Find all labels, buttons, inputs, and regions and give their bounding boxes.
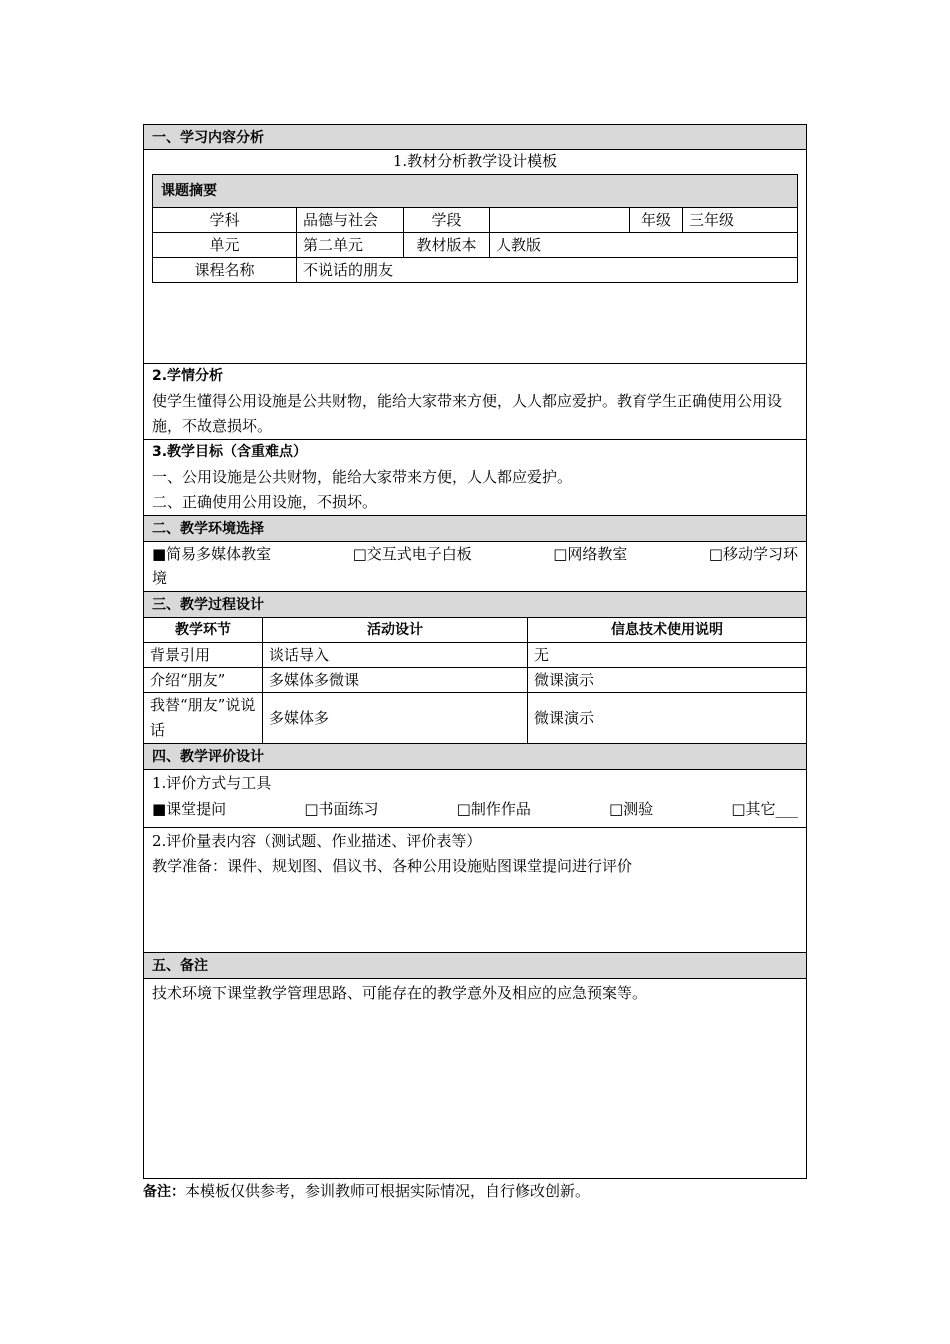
process-cell: 背景引用 <box>144 643 263 668</box>
process-cell: 微课演示 <box>528 693 807 744</box>
process-cell: 介绍“朋友” <box>144 668 263 693</box>
method-other[interactable]: □其它___ <box>731 800 798 818</box>
goal-item: 一、公用设施是公共财物，能给大家带来方便，人人都应爱护。 <box>152 468 573 486</box>
process-cell: 多媒体多微课 <box>263 668 528 693</box>
method-make-work[interactable]: □制作作品 <box>456 800 531 818</box>
edition-label: 教材版本 <box>404 233 490 258</box>
process-col-tech: 信息技术使用说明 <box>528 618 807 643</box>
environment-option-list <box>144 542 806 567</box>
subject-value: 品德与社会 <box>297 208 404 233</box>
course-value: 不说话的朋友 <box>297 258 798 283</box>
process-table <box>144 618 806 744</box>
summary-table-wrap <box>144 174 806 283</box>
process-cell: 谈话导入 <box>263 643 528 668</box>
method-written-exercise[interactable]: □书面练习 <box>304 800 379 818</box>
evaluation-scale-text: 教学准备：课件、规划图、倡议书、各种公用设施贴图课堂提问进行评价 <box>152 857 633 875</box>
learner-analysis-heading: 2.学情分析 <box>152 368 224 384</box>
lesson-plan-form <box>143 124 807 1179</box>
evaluation-scale-title: 2.评价量表内容（测试题、作业描述、评价表等） <box>152 832 482 850</box>
process-cell: 多媒体多 <box>263 693 528 744</box>
edition-value: 人教版 <box>490 233 798 258</box>
process-cell: 无 <box>528 643 807 668</box>
stage-value <box>490 208 630 233</box>
textbook-analysis-block <box>143 150 807 364</box>
evaluation-methods-title: 1.评价方式与工具 <box>152 774 272 792</box>
template-subtitle: 1.教材分析教学设计模板 <box>392 152 558 170</box>
unit-label: 单元 <box>153 233 297 258</box>
process-col-activity: 活动设计 <box>263 618 528 643</box>
grade-label: 年级 <box>630 208 683 233</box>
section-environment-heading: 二、教学环境选择 <box>143 516 807 542</box>
process-cell: 我替“朋友”说说话 <box>144 693 263 744</box>
footnote <box>143 1180 590 1203</box>
teaching-goals-block <box>143 440 807 516</box>
goal-item: 二、正确使用公用设施，不损坏。 <box>152 493 378 511</box>
learner-analysis-block <box>143 364 807 440</box>
unit-value: 第二单元 <box>297 233 404 258</box>
evaluation-methods-block <box>143 770 807 828</box>
option-overflow-text: 境 <box>152 569 168 587</box>
method-class-questions[interactable]: ■课堂提问 <box>152 800 227 818</box>
teaching-goals-heading: 3.教学目标（含重难点） <box>152 444 308 460</box>
table-row <box>144 693 806 744</box>
table-row <box>144 643 806 668</box>
option-simple-multimedia[interactable]: ■简易多媒体教室 <box>152 545 272 563</box>
section-evaluation-heading: 四、教学评价设计 <box>143 744 807 770</box>
subject-label: 学科 <box>153 208 297 233</box>
section-process-heading: 三、教学过程设计 <box>143 592 807 618</box>
remarks-block <box>143 979 807 1179</box>
summary-table <box>152 174 798 283</box>
evaluation-scale-block <box>143 828 807 953</box>
option-network-classroom[interactable]: □网络教室 <box>553 545 628 563</box>
process-col-stage: 教学环节 <box>144 618 263 643</box>
method-test[interactable]: □测验 <box>608 800 654 818</box>
section-learning-content-heading: 一、学习内容分析 <box>143 124 807 150</box>
option-interactive-whiteboard[interactable]: □交互式电子白板 <box>352 545 472 563</box>
footnote-text: 本模板仅供参考，参训教师可根据实际情况，自行修改创新。 <box>185 1182 591 1200</box>
footnote-label: 备注： <box>143 1184 185 1200</box>
course-label: 课程名称 <box>153 258 297 283</box>
grade-value: 三年级 <box>683 208 798 233</box>
process-table-wrap <box>143 618 807 744</box>
learner-analysis-text: 使学生懂得公用设施是公共财物，能给大家带来方便，人人都应爱护。教育学生正确使用公用设施，不故意损坏。 <box>152 392 783 435</box>
summary-heading: 课题摘要 <box>153 175 798 208</box>
process-cell: 微课演示 <box>528 668 807 693</box>
environment-options <box>143 542 807 592</box>
table-row <box>144 668 806 693</box>
evaluation-method-list <box>144 797 806 822</box>
stage-label: 学段 <box>404 208 490 233</box>
option-mobile-learning[interactable]: □移动学习环 <box>708 545 798 563</box>
section-remarks-heading: 五、备注 <box>143 953 807 979</box>
remarks-text: 技术环境下课堂教学管理思路、可能存在的教学意外及相应的应急预案等。 <box>152 984 648 1002</box>
